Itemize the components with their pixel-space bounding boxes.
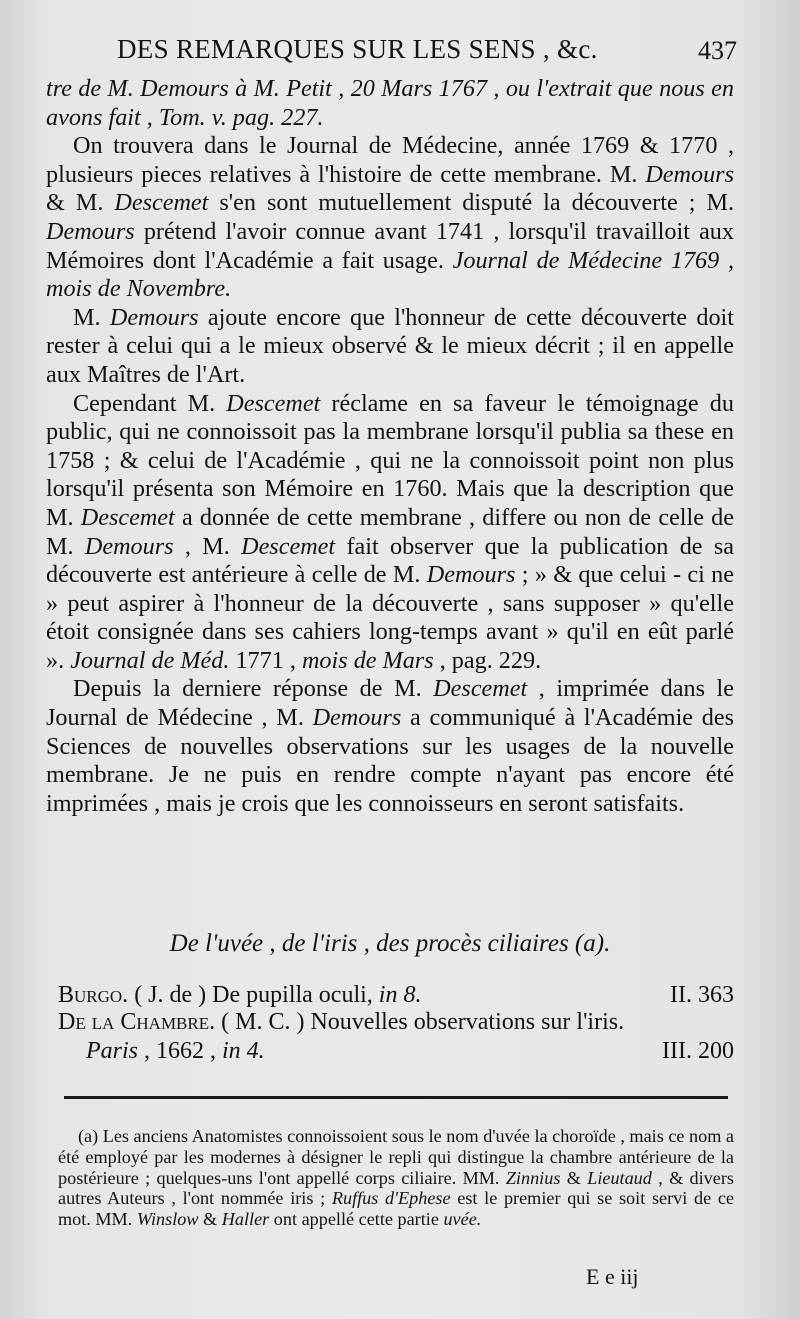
italic-text: tre de M. Demours à M. Petit , 20 Mars 1767 , ou l'extrait que nous en avons fait , Tom. v. pag. 227. <box>46 75 734 131</box>
entry-reference: II. 363 <box>670 982 734 1008</box>
text-run: réclame en sa faveur le témoignage du public, qui ne connoissoit pas la membrane lorsqu'il publia sa these en 1758 ; & celui de l'Académie , qui ne la connoissoit point non plus lorsqu'il présenta son Mémoire en 1760. Mais que la description que M. <box>46 389 734 531</box>
text-run: , & divers autres Auteurs , l'ont nommée iris ; <box>58 1167 734 1209</box>
bibliography-entry <box>58 982 734 1009</box>
text-run: 1771 , <box>229 646 302 674</box>
entry-text: ( M. C. ) Nouvelles observations sur l'iris. <box>215 1009 625 1035</box>
italic-text: Zinnius <box>505 1167 561 1188</box>
italic-text: Demours <box>109 303 199 331</box>
paragraph-p2 <box>46 132 734 304</box>
text-run: & M. <box>46 189 115 217</box>
entry-format: in 8. <box>378 982 422 1008</box>
italic-text: Demours <box>84 532 174 560</box>
footnote <box>58 1126 734 1230</box>
text-run: M. <box>73 303 110 331</box>
italic-text: Descemet <box>114 189 209 217</box>
italic-text: Descemet <box>241 532 336 560</box>
entry-author: Burgo. <box>58 982 129 1008</box>
text-run: , M. <box>173 532 242 560</box>
text-run: ont appellé cette partie <box>269 1209 444 1230</box>
entry-reference: III. 200 <box>662 1038 734 1064</box>
entry-format: in 4. <box>222 1038 265 1064</box>
running-title: DES REMARQUES SUR LES SENS , &c. <box>117 34 598 64</box>
text-run: est le premier qui se soit servi de ce mot. MM. <box>58 1188 734 1230</box>
signature-mark: E e iij <box>586 1264 639 1289</box>
main-text <box>46 75 734 818</box>
text-run: a communiqué à l'Académie des Sciences de nouvelles observations sur les usages de la nouvelle membrane. Je ne puis en rendre compte n'ayant pas encore été imprimées , mais je crois que les connoisseurs en seront satisfaits. <box>46 704 734 817</box>
paragraph-p3 <box>46 304 734 390</box>
italic-text: uvée. <box>443 1209 482 1230</box>
paragraph-p5 <box>46 675 734 818</box>
entry-text: ( J. de ) De pupilla oculi, <box>128 982 379 1008</box>
italic-text: Descemet <box>433 675 528 703</box>
entry-place: Paris <box>86 1038 139 1064</box>
italic-text: Haller <box>221 1209 270 1230</box>
text-run: Depuis la derniere réponse de M. <box>73 675 434 703</box>
section-title: De l'uvée , de l'iris , des procès ciliaires (a). <box>169 930 611 957</box>
italic-text: Winslow <box>136 1209 199 1230</box>
italic-text: Descemet <box>226 389 321 417</box>
bibliography-entry <box>58 1009 734 1036</box>
bibliography-entry-continued <box>86 1038 734 1065</box>
text-run: , pag. 229. <box>433 646 542 674</box>
text-run: On trouvera dans le Journal de Médecine, année 1769 & 1770 , plusieurs pieces relatives à l'histoire de cette membrane. M. <box>46 132 734 188</box>
paragraph-p4 <box>46 390 734 676</box>
text-run: Cependant M. <box>73 389 227 417</box>
text-run: (a) Les anciens Anatomistes connoissoient sous le nom d'uvée la choroïde , mais ce nom a été employé par les modernes à désigner le repli qui distingue la chambre antérieure de la postérieure ; quelques-uns l'ont appellé corps ciliaire. MM. <box>58 1126 734 1188</box>
text-run: , imprimée dans le Journal de Médecine , M. <box>46 675 735 732</box>
text-run: a donnée de cette membrane , differe ou non de celle de M. <box>46 503 734 560</box>
text-run: ; » & que celui - ci ne » peut aspirer à l'honneur de la découverte , sans supposer » qu'elle étoit consignée dans ses cahiers long-temps avant » qu'il en eût parlé ». <box>46 561 734 674</box>
text-run: ajoute encore que l'honneur de cette découverte doit rester à celui qui a le mieux observé & le mieux décrit ; il en appelle aux Maîtres de l'Art. <box>46 303 734 388</box>
text-run: & <box>198 1209 222 1230</box>
footnote-rule <box>64 1096 728 1099</box>
page-header <box>117 30 737 74</box>
text-run: fait observer que la publication de sa découverte est antérieure à celle de M. <box>46 532 734 589</box>
italic-text: Demours <box>645 160 734 188</box>
italic-text: mois de Mars <box>301 646 434 674</box>
italic-text: Demours <box>46 217 135 245</box>
text-run: & <box>560 1167 588 1188</box>
page-number: 437 <box>698 36 737 65</box>
italic-text: Demours <box>312 704 402 732</box>
paragraph-p1 <box>46 75 734 132</box>
entry-author: De la Chambre. <box>58 1009 216 1035</box>
text-run: prétend l'avoir connue avant 1741 , lorsqu'il travailloit aux Mémoires dont l'Académie a fait usage. <box>46 217 734 274</box>
italic-text: Descemet <box>80 503 175 531</box>
italic-text: Lieutaud <box>587 1167 652 1188</box>
italic-text: Journal de Méd. <box>70 646 230 674</box>
text-run: s'en sont mutuellement disputé la découverte ; M. <box>208 189 734 217</box>
italic-text: Demours <box>426 561 516 589</box>
entry-year: , 1662 , <box>138 1038 223 1064</box>
italic-text: Ruffus d'Ephese <box>331 1188 451 1209</box>
italic-text: Journal de Médecine 1769 , mois de Novembre. <box>46 246 734 303</box>
